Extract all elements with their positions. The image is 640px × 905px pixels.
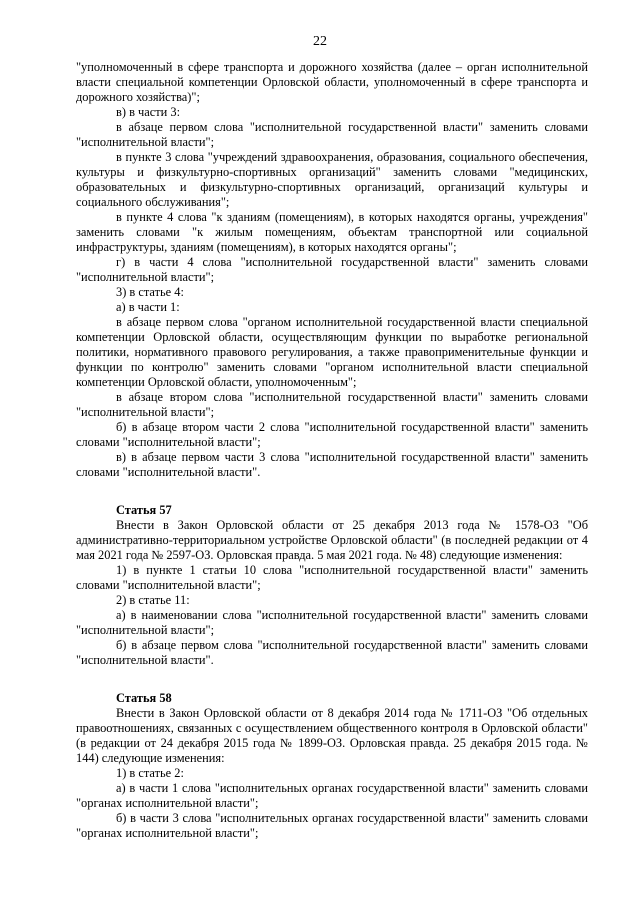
paragraph: б) в части 3 слова "исполнительных органах государственной власти" заменить словами "органах исполнительной власти"; <box>76 811 588 840</box>
paragraph: в) в абзаце первом части 3 слова "исполнительной государственной власти" заменить словами "исполнительной власти". <box>76 450 588 479</box>
paragraph: г) в части 4 слова "исполнительной государственной власти" заменить словами "исполнительной власти"; <box>76 255 588 284</box>
paragraph: 1) в статье 2: <box>116 766 184 780</box>
paragraph: а) в части 1 слова "исполнительных органах государственной власти" заменить словами "органах исполнительной власти"; <box>76 781 588 810</box>
document-body <box>76 60 588 841</box>
article-57-heading: Статья 57 <box>116 503 172 517</box>
paragraph: а) в наименовании слова "исполнительной государственной власти" заменить словами "исполнительной власти"; <box>76 608 588 637</box>
paragraph: 3) в статье 4: <box>116 285 184 299</box>
paragraph: а) в части 1: <box>116 300 180 314</box>
paragraph: б) в абзаце втором части 2 слова "исполнительной государственной власти" заменить словами "исполнительной власти"; <box>76 420 588 449</box>
paragraph: в) в части 3: <box>116 105 181 119</box>
page-number: 22 <box>313 34 327 49</box>
paragraph: Внести в Закон Орловской области от 8 декабря 2014 года № 1711-ОЗ "Об отдельных правоотношениях, связанных с осуществлением общественного контроля в Орловской области" (в редакции от 24 декабря 2015 года № 1899-ОЗ. Орловская правда. 25 декабря 2015 года. № 144) следующие изменения: <box>76 706 588 765</box>
paragraph: в пункте 3 слова "учреждений здравоохранения, образования, социального обеспечения, культуры и физкультурно-спортивных организаций" заменить словами "медицинских, образовательных и физкультурно-спортивных организаций, организаций культуры и социального обслуживания"; <box>76 150 588 209</box>
paragraph: 2) в статье 11: <box>116 593 190 607</box>
paragraph: в абзаце первом слова "исполнительной государственной власти" заменить словами "исполнительной власти"; <box>76 120 588 149</box>
paragraph: в абзаце первом слова "органом исполнительной государственной власти специальной компетенции Орловской области, осуществляющим функции по выработке региональной политики, нормативного правового регулирования, а также правоприменительные функции и функции по контролю" заменить словами "органом исполнительной власти специальной компетенции Орловской области, уполномоченным"; <box>76 315 588 389</box>
paragraph: Внести в Закон Орловской области от 25 декабря 2013 года № 1578-ОЗ "Об административно-территориальном устройстве Орловской области" (в последней редакции от 4 мая 2021 года № 2597-ОЗ. Орловская правда. 5 мая 2021 года. № 48) следующие изменения: <box>76 518 588 562</box>
paragraph: б) в абзаце первом слова "исполнительной государственной власти" заменить словами "исполнительной власти". <box>76 638 588 667</box>
paragraph: в абзаце втором слова "исполнительной государственной власти" заменить словами "исполнительной власти"; <box>76 390 588 419</box>
article-58-heading: Статья 58 <box>116 691 172 705</box>
paragraph: в пункте 4 слова "к зданиям (помещениям), в которых находятся органы, учреждения" заменить словами "к жилым помещениям, объектам транспортной или социальной инфраструктуры, зданиям (помещениям), в которых находятся органы"; <box>76 210 588 254</box>
paragraph: "уполномоченный в сфере транспорта и дорожного хозяйства (далее – орган исполнительной власти специальной компетенции Орловской области, уполномоченный в сфере транспорта и дорожного хозяйства)"; <box>76 60 588 104</box>
paragraph: 1) в пункте 1 статьи 10 слова "исполнительной государственной власти" заменить словами "исполнительной власти"; <box>76 563 588 592</box>
